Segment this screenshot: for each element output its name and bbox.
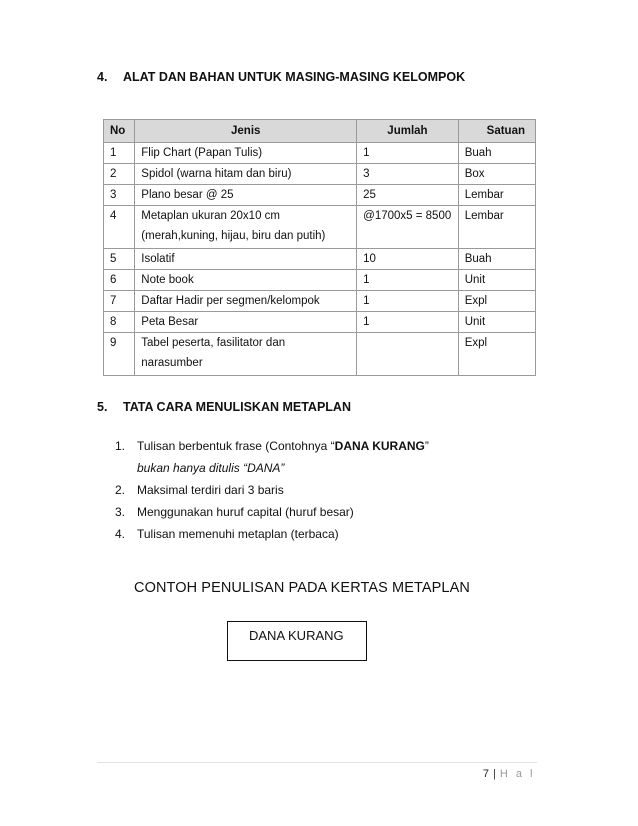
example-title: CONTOH PENULISAN PADA KERTAS METAPLAN xyxy=(134,580,470,596)
cell-no: 2 xyxy=(104,164,135,185)
cell-jumlah xyxy=(357,333,459,376)
cell-jenis-line-2: narasumber xyxy=(141,357,203,369)
metaplan-example-text: DANA KURANG xyxy=(249,628,344,643)
cell-jenis: Spidol (warna hitam dan biru) xyxy=(135,164,357,185)
footer-separator: | xyxy=(493,768,497,780)
page-number: 7 xyxy=(482,768,491,780)
cell-satuan: Unit xyxy=(458,270,535,291)
cell-jenis: Flip Chart (Papan Tulis) xyxy=(135,143,357,164)
cell-jumlah: 1 xyxy=(357,143,459,164)
section-4-number: 4. xyxy=(97,70,108,84)
header-satuan: Satuan xyxy=(458,120,535,143)
table-row xyxy=(104,143,536,164)
list-item-text-post: ” xyxy=(424,439,429,453)
cell-jumlah: 10 xyxy=(357,249,459,270)
list-item-number: 4. xyxy=(115,527,126,541)
cell-no: 5 xyxy=(104,249,135,270)
table-row xyxy=(104,206,536,249)
section-5-heading xyxy=(97,400,537,416)
cell-jumlah: 1 xyxy=(357,312,459,333)
cell-jenis: Plano besar @ 25 xyxy=(135,185,357,206)
list-item-text-pre: Tulisan berbentuk frase (Contohnya “ xyxy=(137,439,335,453)
cell-jenis xyxy=(135,206,357,249)
metaplan-example-box xyxy=(227,621,367,661)
list-item xyxy=(115,501,535,523)
cell-jenis-line-1: Tabel peserta, fasilitator dan xyxy=(141,337,286,349)
table-row xyxy=(104,185,536,206)
page-footer xyxy=(483,768,535,780)
table-header-row xyxy=(104,120,536,143)
header-jumlah: Jumlah xyxy=(357,120,459,143)
footer-divider xyxy=(97,762,537,763)
cell-satuan: Buah xyxy=(458,143,535,164)
cell-satuan: Expl xyxy=(458,333,535,376)
cell-jumlah: 3 xyxy=(357,164,459,185)
list-item-number: 1. xyxy=(115,439,126,453)
list-item-text: Menggunakan huruf capital (huruf besar) xyxy=(137,505,354,519)
cell-satuan: Expl xyxy=(458,291,535,312)
header-jenis: Jenis xyxy=(135,120,357,143)
cell-no: 9 xyxy=(104,333,135,376)
list-item-text-bold: DANA KURANG xyxy=(334,439,425,453)
list-item xyxy=(115,435,535,479)
list-item-continuation: bukan hanya ditulis “DANA” xyxy=(137,461,285,475)
table-row xyxy=(104,270,536,291)
cell-satuan: Lembar xyxy=(458,206,535,249)
list-item-number: 2. xyxy=(115,483,126,497)
cell-jenis xyxy=(135,333,357,376)
table-row xyxy=(104,312,536,333)
table-row xyxy=(104,164,536,185)
table-row xyxy=(104,333,536,376)
cell-no: 3 xyxy=(104,185,135,206)
cell-no: 1 xyxy=(104,143,135,164)
cell-satuan: Box xyxy=(458,164,535,185)
cell-satuan: Lembar xyxy=(458,185,535,206)
cell-satuan: Buah xyxy=(458,249,535,270)
cell-jenis: Peta Besar xyxy=(135,312,357,333)
cell-jumlah: 1 xyxy=(357,270,459,291)
section-4-title: ALAT DAN BAHAN UNTUK MASING-MASING KELOMPOK xyxy=(123,70,466,84)
list-item xyxy=(115,523,535,545)
section-5-title: TATA CARA MENULISKAN METAPLAN xyxy=(123,400,351,414)
list-item-text: Maksimal terdiri dari 3 baris xyxy=(137,483,284,497)
cell-jenis: Isolatif xyxy=(135,249,357,270)
cell-no: 7 xyxy=(104,291,135,312)
section-5-number: 5. xyxy=(97,400,108,414)
footer-label: H a l xyxy=(499,768,535,780)
section-4-heading xyxy=(97,70,537,86)
materials-table xyxy=(103,119,536,376)
list-item-number: 3. xyxy=(115,505,126,519)
cell-no: 6 xyxy=(104,270,135,291)
header-no: No xyxy=(104,120,135,143)
cell-no: 4 xyxy=(104,206,135,249)
cell-jenis-line-1: Metaplan ukuran 20x10 cm xyxy=(141,210,280,222)
list-item-text: Tulisan memenuhi metaplan (terbaca) xyxy=(137,527,339,541)
cell-jumlah: @1700x5 = 8500 xyxy=(357,206,459,249)
cell-no: 8 xyxy=(104,312,135,333)
table-row xyxy=(104,291,536,312)
cell-satuan: Unit xyxy=(458,312,535,333)
list-item xyxy=(115,479,535,501)
cell-jenis-line-2: (merah,kuning, hijau, biru dan putih) xyxy=(141,230,326,242)
cell-jumlah: 25 xyxy=(357,185,459,206)
cell-jumlah: 1 xyxy=(357,291,459,312)
metaplan-rules-list xyxy=(115,435,535,545)
cell-jenis: Note book xyxy=(135,270,357,291)
cell-jenis: Daftar Hadir per segmen/kelompok xyxy=(135,291,357,312)
table-row xyxy=(104,249,536,270)
